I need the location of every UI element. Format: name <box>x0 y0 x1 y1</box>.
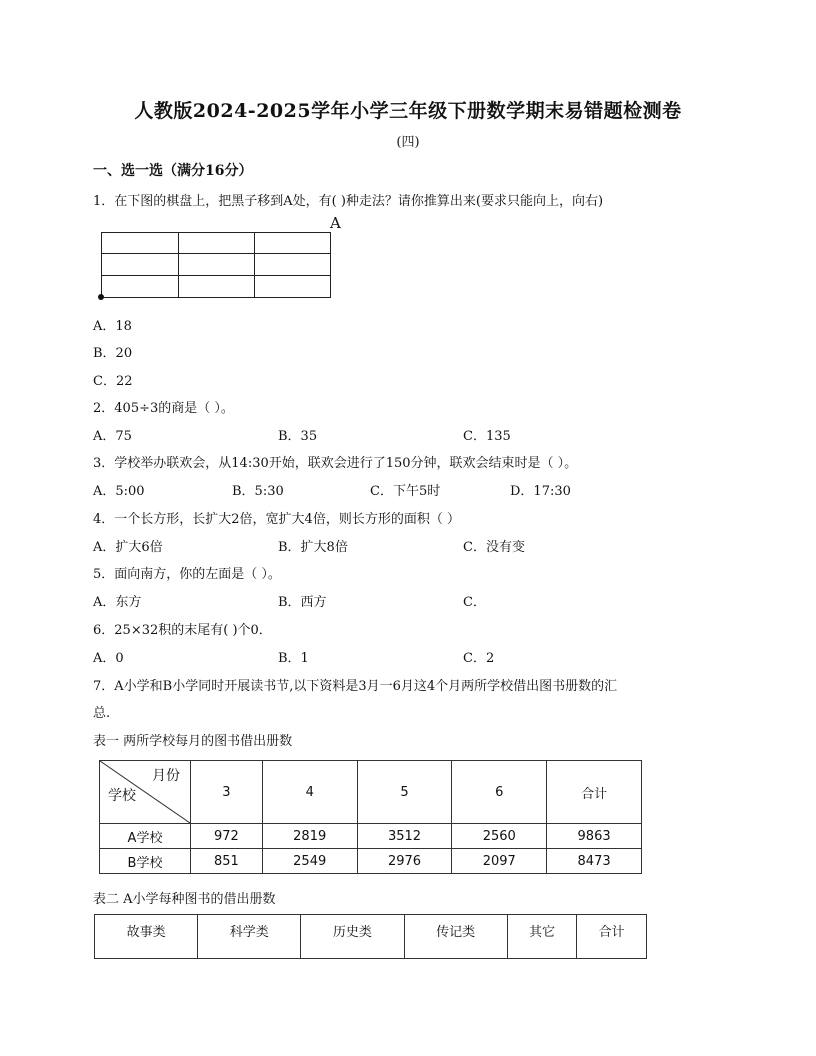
table-2-header-cell: 故事类 <box>95 915 198 959</box>
table-1-corner-cell <box>100 761 191 824</box>
table-1-caption: 表一 两所学校每月的图书借出册数 <box>93 734 293 749</box>
table-1-header-cell: 合计 <box>547 761 642 824</box>
table-row <box>100 824 642 849</box>
q4-option-a: A．扩大6倍 <box>93 540 163 555</box>
question-2: 2．405÷3的商是（ ）。 <box>93 401 234 416</box>
corner-label-month: 月份 <box>152 768 180 784</box>
table-cell: 2976 <box>357 849 452 874</box>
corner-label-school: 学校 <box>108 788 136 804</box>
table-cell: 2560 <box>452 824 547 849</box>
page-subtitle: (四) <box>396 135 420 150</box>
table-2-header-cell: 合计 <box>577 915 647 959</box>
section-heading: 一、选一选（满分16分） <box>93 163 253 179</box>
table-1-header-cell: 5 <box>357 761 452 824</box>
table-row <box>100 849 642 874</box>
q3-option-b: B．5:30 <box>232 484 284 499</box>
q1-option-b: B．20 <box>93 346 133 361</box>
q2-option-a: A．75 <box>93 429 132 444</box>
table-cell: 851 <box>191 849 263 874</box>
question-5: 5．面向南方，你的左面是（ ）。 <box>93 567 281 582</box>
q1-option-a: A．18 <box>93 319 132 334</box>
table-cell: 8473 <box>547 849 642 874</box>
table-2-header-cell: 历史类 <box>301 915 404 959</box>
q2-option-c: C．135 <box>463 429 511 444</box>
question-6: 6．25×32积的末尾有( )个0． <box>93 623 272 638</box>
table-2-header-cell: 传记类 <box>404 915 507 959</box>
row-label: B学校 <box>100 849 191 874</box>
question-4: 4．一个长方形，长扩大2倍，宽扩大4倍，则长方形的面积（ ） <box>93 512 460 527</box>
q3-option-c: C．下午5时 <box>370 484 441 499</box>
black-piece <box>98 294 104 300</box>
question-1: 1．在下图的棋盘上，把黑子移到A处，有( )种走法？请你推算出来(要求只能向上，向右) <box>93 194 604 209</box>
table-1-header-cell: 6 <box>452 761 547 824</box>
table-2 <box>94 914 647 959</box>
q5-option-a: A．东方 <box>93 595 142 610</box>
table-2-header-cell: 其它 <box>507 915 577 959</box>
row-label: A学校 <box>100 824 191 849</box>
table-cell: 2549 <box>262 849 357 874</box>
table-2-header-cell: 科学类 <box>198 915 301 959</box>
q6-option-b: B．1 <box>278 651 309 666</box>
q4-option-b: B．扩大8倍 <box>278 540 348 555</box>
question-3: 3．学校举办联欢会，从14:30开始，联欢会进行了150分钟，联欢会结束时是（ ）。 <box>93 456 578 471</box>
table-cell: 2819 <box>262 824 357 849</box>
q3-option-d: D．17:30 <box>510 484 571 499</box>
table-1 <box>99 760 642 874</box>
table-cell: 9863 <box>547 824 642 849</box>
q6-option-c: C．2 <box>463 651 495 666</box>
page-title: 人教版2024-2025学年小学三年级下册数学期末易错题检测卷 <box>134 100 682 122</box>
q1-option-c: C．22 <box>93 374 133 389</box>
q6-option-a: A．0 <box>93 651 124 666</box>
table-2-caption: 表二 A小学每种图书的借出册数 <box>93 892 276 907</box>
question-7-line-2: 总. <box>93 706 111 721</box>
q2-option-b: B．35 <box>278 429 318 444</box>
chess-board-grid <box>101 232 331 298</box>
table-cell: 3512 <box>357 824 452 849</box>
q5-option-b: B．西方 <box>278 595 327 610</box>
q3-option-a: A．5:00 <box>93 484 145 499</box>
board-label-a: A <box>330 214 341 232</box>
table-cell: 2097 <box>452 849 547 874</box>
q5-option-c: C． <box>463 595 486 610</box>
table-1-header-cell: 3 <box>191 761 263 824</box>
table-1-header-cell: 4 <box>262 761 357 824</box>
question-7-line-1: 7．A小学和B小学同时开展读书节,以下资料是3月一6月这4个月两所学校借出图书册数的汇 <box>93 679 618 694</box>
q4-option-c: C．没有变 <box>463 540 525 555</box>
table-cell: 972 <box>191 824 263 849</box>
